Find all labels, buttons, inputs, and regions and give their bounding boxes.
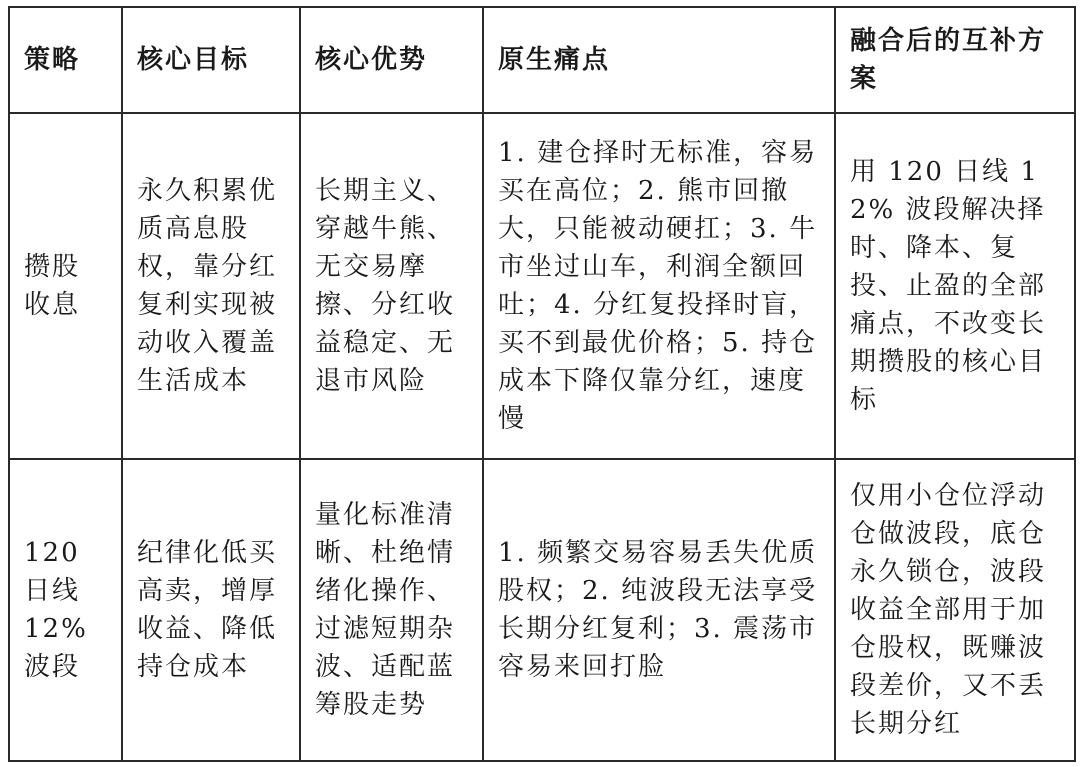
header-strategy: 策略 <box>9 7 122 113</box>
header-native-pain-points: 原生痛点 <box>483 7 835 113</box>
header-core-goal: 核心目标 <box>122 7 300 113</box>
cell-goal: 永久积累优质高息股权，靠分红复利实现被动收入覆盖生活成本 <box>122 113 300 459</box>
cell-advantage: 量化标准清晰、杜绝情绪化操作、过滤短期杂波、适配蓝筹股走势 <box>300 459 483 761</box>
cell-pain-points: 1. 频繁交易容易丢失优质股权；2. 纯波段无法享受长期分红复利；3. 震荡市容易来回打脸 <box>483 459 835 761</box>
table-row <box>9 113 1075 459</box>
table-row <box>9 459 1075 761</box>
cell-advantage: 长期主义、穿越牛熊、无交易摩擦、分红收益稳定、无退市风险 <box>300 113 483 459</box>
cell-strategy: 120 日线 12% 波段 <box>9 459 122 761</box>
strategy-comparison-table <box>8 6 1076 762</box>
header-core-advantage: 核心优势 <box>300 7 483 113</box>
cell-solution: 仅用小仓位浮动仓做波段，底仓永久锁仓，波段收益全部用于加仓股权，既赚波段差价，又不丢长期分红 <box>835 459 1075 761</box>
cell-solution: 用 120 日线 12% 波段解决择时、降本、复投、止盈的全部痛点，不改变长期攒股的核心目标 <box>835 113 1075 459</box>
cell-pain-points: 1. 建仓择时无标准，容易买在高位；2. 熊市回撤大，只能被动硬扛；3. 牛市坐过山车，利润全额回吐；4. 分红复投择时盲，买不到最优价格；5. 持仓成本下降仅靠分红，速度慢 <box>483 113 835 459</box>
table-header-row <box>9 7 1075 113</box>
cell-goal: 纪律化低买高卖，增厚收益、降低持仓成本 <box>122 459 300 761</box>
cell-strategy: 攒股收息 <box>9 113 122 459</box>
header-complementary-solution: 融合后的互补方案 <box>835 7 1075 113</box>
